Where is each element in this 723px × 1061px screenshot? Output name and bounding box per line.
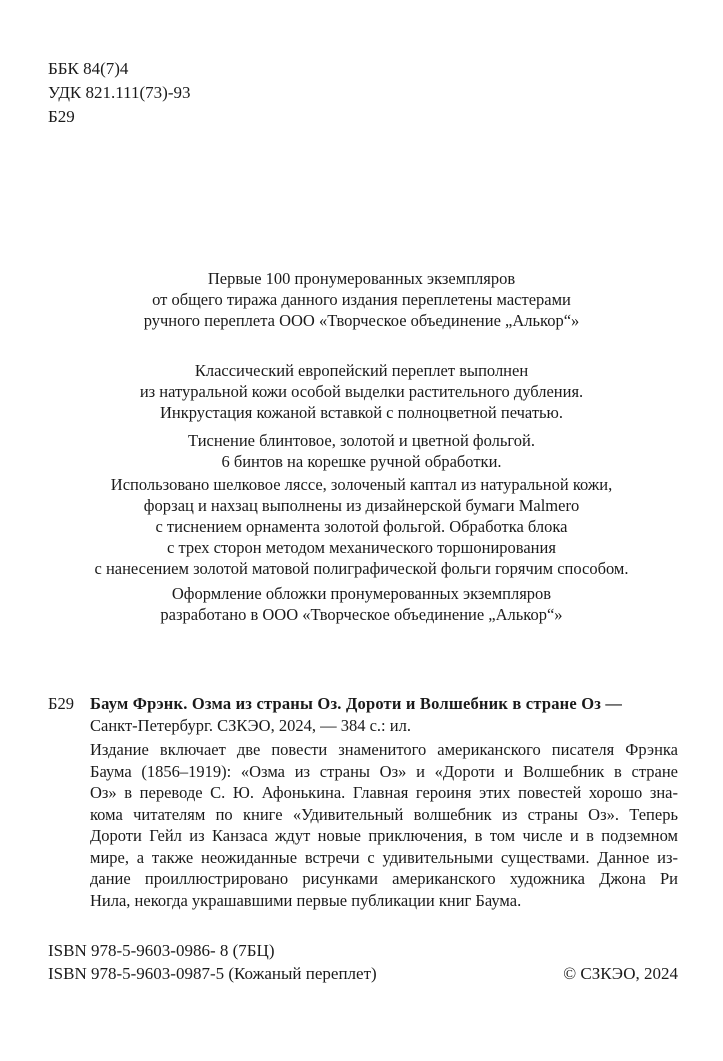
copyright-notice: © СЗКЭО, 2024 bbox=[563, 964, 678, 983]
note-line: разработано в ООО «Творческое объединение „Алькор“» bbox=[160, 605, 563, 624]
classification-codes bbox=[48, 57, 190, 129]
abstract-line: Нила, некогда украшавшими первые публикации книг Баума. bbox=[90, 890, 522, 910]
note-line: из натуральной кожи особой выделки растительного дубления. bbox=[139, 382, 584, 401]
note-line: Инкрустация кожаной вставкой с полноцветной печатью. bbox=[159, 403, 564, 422]
abstract-line: мире, а также неожиданные встречи с удивительными существами. Данное из- bbox=[90, 847, 678, 867]
note-line: 6 бинтов на корешке ручной обработки. bbox=[221, 452, 502, 471]
binding-note-embossing bbox=[40, 430, 683, 472]
binding-note-cover-design bbox=[40, 583, 683, 625]
udk-code: УДК 821.111(73)-93 bbox=[48, 83, 191, 102]
note-line: с тиснением орнамента золотой фольгой. Обработка блока bbox=[155, 517, 568, 536]
note-line: Классический европейский переплет выполнен bbox=[194, 361, 529, 380]
record-imprint: Санкт-Петербург. СЗКЭО, 2024, — 384 с.: ил. bbox=[90, 715, 411, 735]
isbn-line: ISBN 978-5-9603-0987-5 (Кожаный переплет) bbox=[48, 963, 377, 983]
abstract-line: кома читателям по книге «Удивительный волшебник из страны Оз». Теперь bbox=[90, 804, 678, 824]
note-line: Первые 100 пронумерованных экземпляров bbox=[207, 269, 516, 288]
abstract-line: Баума (1856–1919): «Озма из страны Оз» и «Дороти и Волшебник в стране bbox=[90, 761, 678, 781]
abstract-line: Дороти Гейл из Канзаса ждут новые приключения, в том числе и в подземном bbox=[90, 826, 678, 845]
note-line: Использовано шелковое ляссе, золоченый каптал из натуральной кожи, bbox=[110, 475, 613, 494]
binding-note-leather bbox=[40, 360, 683, 423]
abstract-line: Оз» в переводе С. Ю. Афонькина. Главная героиня этих повестей хорошо зна- bbox=[90, 783, 678, 802]
bbk-code: ББК 84(7)4 bbox=[48, 59, 129, 78]
note-line: Оформление обложки пронумерованных экземпляров bbox=[171, 584, 552, 603]
record-code: Б29 bbox=[48, 694, 74, 713]
binding-note-materials bbox=[40, 474, 683, 579]
note-line: ручного переплета ООО «Творческое объединение „Алькор“» bbox=[143, 311, 580, 330]
author-mark: Б29 bbox=[48, 107, 75, 126]
record-title: Баум Фрэнк. Озма из страны Оз. Дороти и Волшебник в стране Оз — bbox=[90, 694, 623, 713]
isbn-line: ISBN 978-5-9603-0986- 8 (7БЦ) bbox=[48, 941, 275, 960]
note-line: с нанесением золотой матовой полиграфической фольги горячим способом. bbox=[94, 559, 629, 578]
record-abstract bbox=[90, 739, 678, 911]
note-line: от общего тиража данного издания переплетены мастерами bbox=[152, 290, 571, 309]
isbn-block bbox=[48, 940, 377, 985]
binding-note-numbered-copies bbox=[40, 268, 683, 331]
note-line: Тиснение блинтовое, золотой и цветной фольгой. bbox=[188, 431, 535, 450]
note-line: с трех сторон методом механического торшонирования bbox=[167, 538, 556, 557]
note-line: форзац и нахзац выполнены из дизайнерской бумаги Malmero bbox=[143, 496, 580, 515]
bibliographic-record bbox=[48, 693, 678, 911]
abstract-line: Издание включает две повести знаменитого американского писателя Фрэнка bbox=[90, 740, 678, 759]
abstract-line: дание проиллюстрировано рисунками американского художника Джона Ри bbox=[90, 869, 678, 888]
